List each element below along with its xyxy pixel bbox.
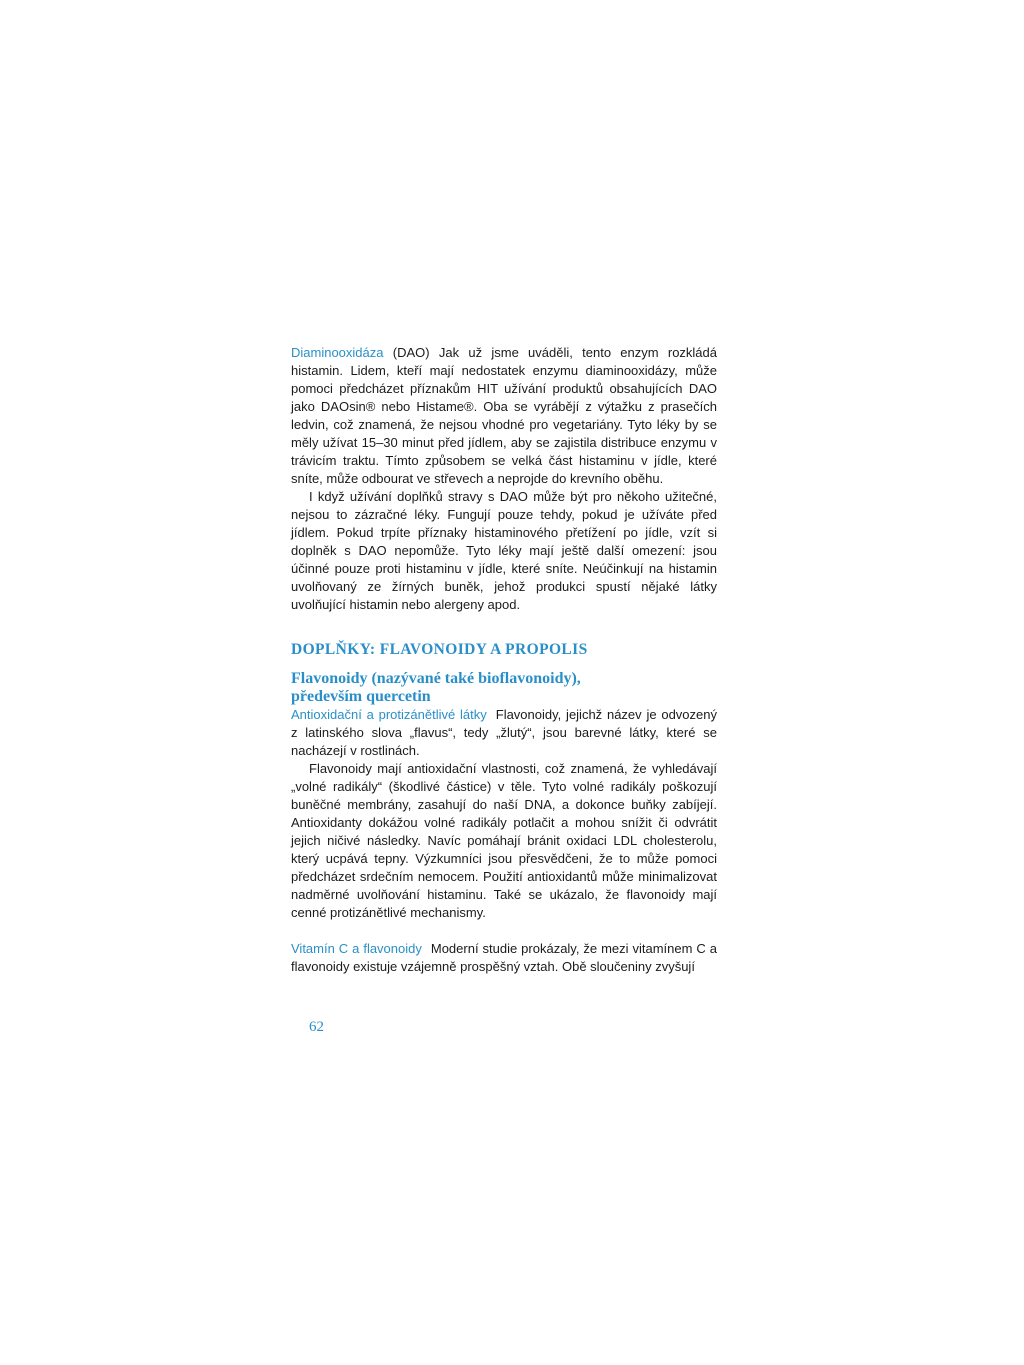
- flavonoids-paragraph-2: Flavonoidy mají antioxidační vlastnosti, což znamená, že vyhledávají „volné radikály“ (škodlivé částice) v těle. Tyto volné radikály poškozují buněčné membrány, zasahují do naší DNA, a dokonce buňky zabíjejí. Antioxidanty dokážou volné radikály potlačit a mohou snížit či odvrátit jejich ničivé následky. Navíc pomáhají bránit oxidaci LDL cholesterolu, který ucpává tepny. Výzkumníci jsou přesvědčeni, že to může pomoci předcházet srdečním nemocem. Použití antioxidantů může minimalizovat nadměrné uvolňování histaminu. Také se ukázalo, že flavonoidy mají cenné protizánětlivé mechanismy.: [291, 761, 717, 920]
- section-heading: DOPLŇKY: FLAVONOIDY A PROPOLIS: [291, 641, 588, 658]
- dao-paragraph: [291, 344, 717, 488]
- flavonoids-text: Flavonoidy, jejichž název je odvozený z latinského slova „flavus“, tedy „žlutý“, jsou barevné látky, které se nacházejí v rostlinách.: [291, 707, 717, 758]
- dao-text: (DAO) Jak už jsme uváděli, tento enzym rozkládá histamin. Lidem, kteří mají nedostatek enzymu diaminooxidázy, může pomoci předcházet příznakům HIT užívání produktů obsahujících DAO jako DAOsin® nebo Histame®. Oba se vyrábějí z výtažku z prasečích ledvin, což znamená, že nejsou vhodné pro vegetariány. Tyto léky by se měly užívat 15–30 minut před jídlem, aby se zajistila distribuce enzymu v trávicím traktu. Tímto způsobem se velká část histaminu v jídle, které sníte, může odbourat ve střevech a neprojde do krevního oběhu.: [291, 345, 717, 486]
- dao-lead: Diaminooxidáza: [291, 345, 384, 360]
- page-number: 62: [309, 1019, 324, 1035]
- vitamin-c-lead: Vitamín C a flavonoidy: [291, 941, 422, 956]
- subsection-heading-line1: Flavonoidy (nazývané také bioflavonoidy),: [291, 670, 581, 687]
- subsection-heading-line2: především quercetin: [291, 688, 431, 705]
- antioxidant-lead: Antioxidační a protizánětlivé látky: [291, 707, 487, 722]
- dao-paragraph-2: I když užívání doplňků stravy s DAO může být pro někoho užitečné, nejsou to zázračné léky. Fungují pouze tehdy, pokud je užíváte před jídlem. Pokud trpíte příznaky histaminového přetížení po jídle, vzít si doplněk s DAO nepomůže. Tyto léky mají ještě další omezení: jsou účinné pouze proti histaminu v jídle, které sníte. Neúčinkují na histamin uvolňovaný ze žírných buněk, jehož produkci spustí nějaké látky uvolňující histamin nebo alergeny apod.: [291, 489, 717, 612]
- page-body: [291, 344, 717, 976]
- vitamin-c-paragraph: [291, 940, 717, 976]
- vitamin-c-text: Moderní studie prokázaly, že mezi vitamínem C a flavonoidy existuje vzájemně prospěšný vztah. Obě sloučeniny zvyšují: [291, 941, 717, 974]
- flavonoids-paragraph: [291, 706, 717, 760]
